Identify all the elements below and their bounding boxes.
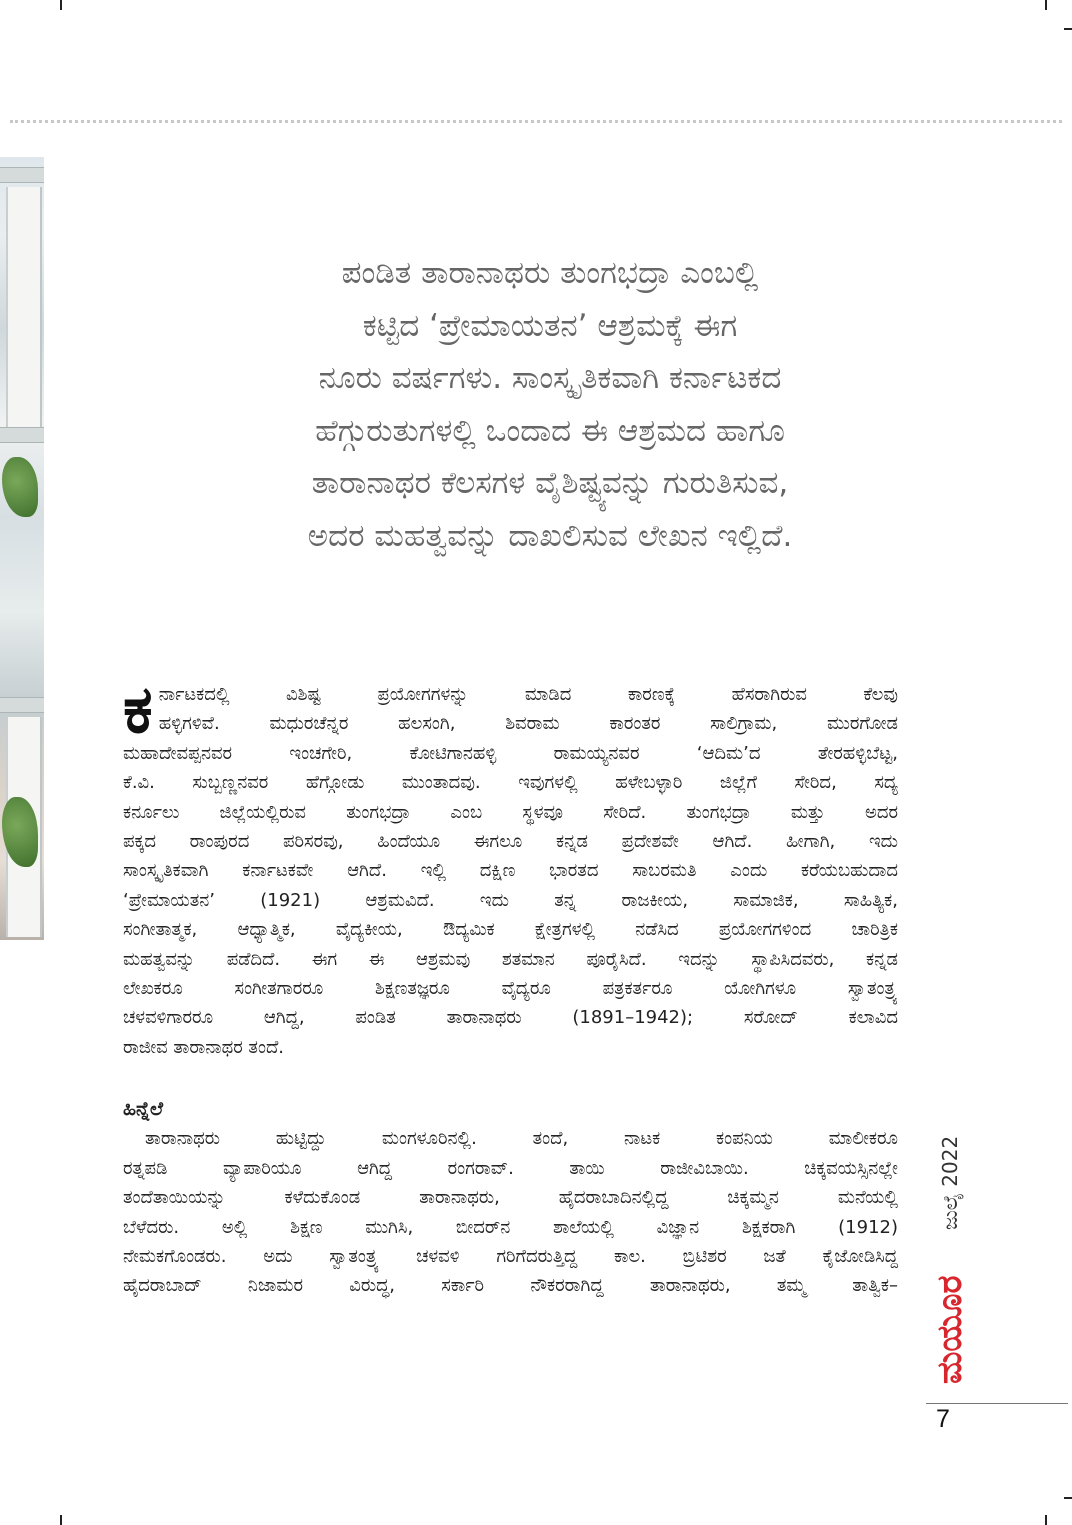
body-line: ಮಹಾದೇವಪ್ಪನವರ ಇಂಚಗೇರಿ, ಕೋಟಿಗಾನಹಳ್ಳಿ ರಾಮಯ್ಯನವರ ‘ಆದಿಮ’ದ ತೇರಹಳ್ಳಿಬೆಟ್ಟ, [123,742,898,764]
crop-mark-top-right [1045,0,1047,10]
article-paragraph-background [123,1124,898,1300]
lead-standfirst [150,247,950,562]
crop-mark-top-left [60,0,62,10]
drop-cap: ಕ [123,671,153,748]
body-line: ಮಹತ್ವವನ್ನು ಪಡೆದಿದೆ. ಈಗ ಈ ಆಶ್ರಮವು ಶತಮಾನ ಪೂರೈಸಿದೆ. ಇದನ್ನು ಸ್ಥಾಪಿಸಿದವರು, ಕನ್ನಡ [123,948,898,970]
body-line: ಹಳ್ಳಿಗಳಿವೆ. ಮಧುರಚೆನ್ನರ ಹಲಸಂಗಿ, ಶಿವರಾಮ ಕಾರಂತರ ಸಾಲಿಗ್ರಾಮ, ಮುರಗೋಡ [158,713,898,735]
page-number-rule [926,1403,1068,1404]
body-line: ಸಾಂಸ್ಕೃತಿಕವಾಗಿ ಕರ್ನಾಟಕವೇ ಆಗಿದೆ. ಇಲ್ಲಿ ದಕ್ಷಿಣ ಭಾರತದ ಸಾಬರಮತಿ ಎಂದು ಕರೆಯಬಹುದಾದ [123,860,898,882]
body-line: ‘ಪ್ರೇಮಾಯತನ’ (1921) ಆಶ್ರಮವಿದೆ. ಇದು ತನ್ನ ರಾಜಕೀಯ, ಸಾಮಾಜಿಕ, ಸಾಹಿತ್ಯಿಕ, [123,889,898,911]
crop-mark-bottom-left [60,1515,62,1525]
body-line: ಕರ್ನೂಲು ಜಿಲ್ಲೆಯಲ್ಲಿರುವ ತುಂಗಭದ್ರಾ ಎಂಬ ಸ್ಥಳವೂ ಸೇರಿದೆ. ತುಂಗಭದ್ರಾ ಮತ್ತು ಅದರ [123,801,898,823]
page-sidebar [930,1120,970,1400]
lead-line: ನೂರು ವರ್ಷಗಳು. ಸಾಂಸ್ಕೃತಿಕವಾಗಿ ಕರ್ನಾಟಕದ [318,360,782,396]
crop-mark-bottom-right [1045,1515,1047,1525]
lead-line: ತಾರಾನಾಥರ ಕೆಲಸಗಳ ವೈಶಿಷ್ಟ್ಯವನ್ನು ಗುರುತಿಸುವ, [311,465,789,501]
body-line: ಹೈದರಾಬಾದ್ ನಿಜಾಮರ ವಿರುದ್ಧ, ಸರ್ಕಾರಿ ನೌಕರರಾಗಿದ್ದ ತಾರಾನಾಥರು, ತಮ್ಮ ತಾತ್ವಿಕ– [123,1275,898,1297]
section-heading: ಹಿನ್ನೆಲೆ [123,1098,164,1121]
body-line: ನೇಮಕಗೊಂಡರು. ಅದು ಸ್ವಾತಂತ್ರ್ಯ ಚಳವಳಿ ಗರಿಗೆದರುತ್ತಿದ್ದ ಕಾಲ. ಬ್ರಿಟಿಶರ ಜತೆ ಕೈಜೋಡಿಸಿದ್ದ [123,1245,898,1267]
article-paragraph-intro [123,671,898,1062]
page-number: 7 [936,1405,950,1433]
article-photo-strip [0,157,44,940]
body-line: ಲೇಖಕರೂ ಸಂಗೀತಗಾರರೂ ಶಿಕ್ಷಣತಜ್ಞರೂ ವೈದ್ಯರೂ ಪತ್ರಕರ್ತರೂ ಯೋಗಿಗಳೂ ಸ್ವಾತಂತ್ರ್ಯ [123,978,898,1000]
crop-mark-right-top [1064,28,1072,30]
article-body [123,671,898,1301]
body-line: ಬೆಳೆದರು. ಅಲ್ಲಿ ಶಿಕ್ಷಣ ಮುಗಿಸಿ, ಬೀದರ್‌ನ ಶಾಲೆಯಲ್ಲಿ ವಿಜ್ಞಾನ ಶಿಕ್ಷಕರಾಗಿ (1912) [123,1216,898,1238]
top-dotted-rule [10,120,1062,123]
crop-mark-right-bottom [1064,1497,1072,1499]
body-line: ತಂದೆತಾಯಿಯನ್ನು ಕಳೆದುಕೊಂಡ ತಾರಾನಾಥರು, ಹೈದರಾಬಾದಿನಲ್ಲಿದ್ದ ಚಿಕ್ಕಮ್ಮನ ಮನೆಯಲ್ಲಿ [123,1187,898,1209]
body-line: ಚಳವಳಿಗಾರರೂ ಆಗಿದ್ದ, ಪಂಡಿತ ತಾರಾನಾಥರು (1891–1942); ಸರೋದ್ ಕಲಾವಿದ [123,1007,898,1029]
issue-date: ಜುಲೈ 2022 [938,1135,962,1230]
body-line: ಪಕ್ಕದ ರಾಂಪುರದ ಪರಿಸರವು, ಹಿಂದೆಯೂ ಈಗಲೂ ಕನ್ನಡ ಪ್ರದೇಶವೇ ಆಗಿದೆ. ಹೀಗಾಗಿ, ಇದು [123,831,898,853]
magazine-logo: ಮಯೂರ [930,1275,970,1385]
lead-line: ಅದರ ಮಹತ್ವವನ್ನು ದಾಖಲಿಸುವ ಲೇಖನ ಇಲ್ಲಿದೆ. [307,517,793,554]
lead-line: ಹೆಗ್ಗುರುತುಗಳಲ್ಲಿ ಒಂದಾದ ಈ ಆಶ್ರಮದ ಹಾಗೂ [315,412,785,449]
body-line: ರಾಜೀವ ತಾರಾನಾಥರ ತಂದೆ. [123,1036,285,1058]
body-line: ಸಂಗೀತಾತ್ಮಕ, ಆಧ್ಯಾತ್ಮಿಕ, ವೈದ್ಯಕೀಯ, ಔದ್ಯಮಿಕ ಕ್ಷೇತ್ರಗಳಲ್ಲಿ ನಡೆಸಿದ ಪ್ರಯೋಗಗಳಿಂದ ಚಾರಿತ್ರಿಕ [123,919,898,941]
body-line: ರತ್ನಪಡಿ ವ್ಯಾಪಾರಿಯೂ ಆಗಿದ್ದ ರಂಗರಾವ್. ತಾಯಿ ರಾಜೀವಿಬಾಯಿ. ಚಿಕ್ಕವಯಸ್ಸಿನಲ್ಲೇ [123,1157,898,1179]
body-line: ತಾರಾನಾಥರು ಹುಟ್ಟಿದ್ದು ಮಂಗಳೂರಿನಲ್ಲಿ. ತಂದೆ, ನಾಟಕ ಕಂಪನಿಯ ಮಾಲೀಕರೂ [145,1128,898,1150]
lead-line: ಪಂಡಿತ ತಾರಾನಾಥರು ತುಂಗಭದ್ರಾ ಎಂಬಲ್ಲಿ [341,255,759,291]
body-line: ಕೆ.ವಿ. ಸುಬ್ಬಣ್ಣನವರ ಹೆಗ್ಗೋಡು ಮುಂತಾದವು. ಇವುಗಳಲ್ಲಿ ಹಳೇಬಳ್ಳಾರಿ ಜಿಲ್ಲೆಗೆ ಸೇರಿದ, ಸದ್ಯ [123,772,898,794]
lead-line: ಕಟ್ಟಿದ ‘ಪ್ರೇಮಾಯತನ’ ಆಶ್ರಮಕ್ಕೆ ಈಗ [362,307,738,344]
body-line: ರ್ನಾಟಕದಲ್ಲಿ ವಿಶಿಷ್ಟ ಪ್ರಯೋಗಗಳನ್ನು ಮಾಡಿದ ಕಾರಣಕ್ಕೆ ಹೆಸರಾಗಿರುವ ಕೆಲವು [158,684,898,705]
